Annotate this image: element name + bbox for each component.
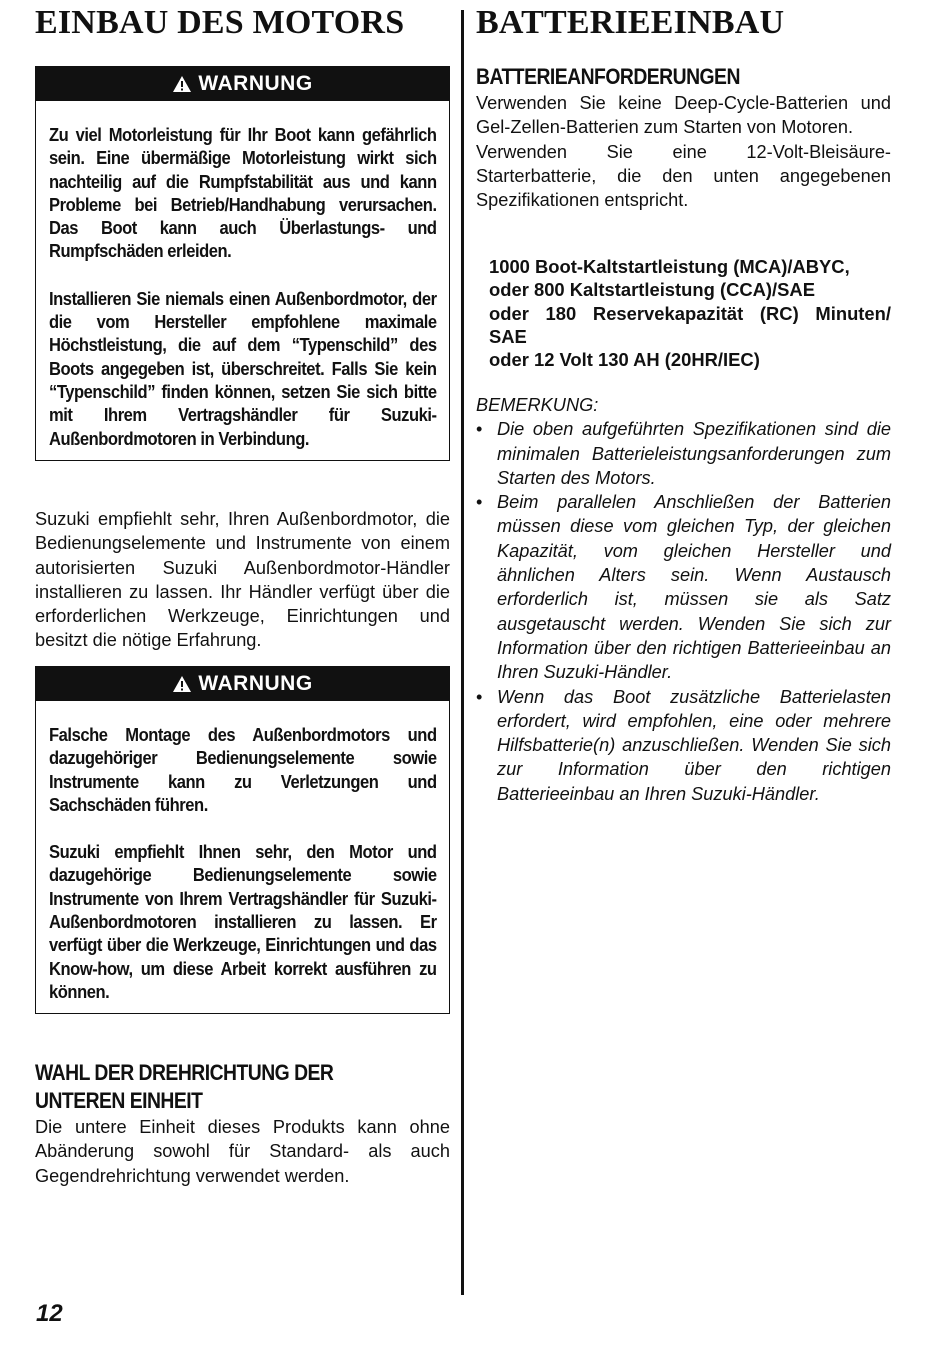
spec-line: SAE <box>489 325 527 347</box>
battery-paragraph: Verwenden Sie eine 12-Volt-Bleisäure-Starterbatterie, die den unten angegebenen Spezifikationen entspricht. <box>476 141 891 211</box>
note-item: • Beim parallelen Anschließen der Batterien müssen diese vom gleichen Typ, der gleichen Kapazität, vom gleichen Hersteller und ähnlichen Alters sein. Wenn Austausch erforderlich ist, müssen sie als Satz ausgetauscht werden. Wenden Sie sich zur Information über den richtigen Batterieeinbau an Ihren Suzuki-Händler. <box>476 492 891 683</box>
subsection-heading: BATTERIEANFORDERUNGEN <box>476 64 740 89</box>
warning-header <box>36 667 449 701</box>
warning-triangle-icon <box>172 675 192 693</box>
warning-paragraph: Installieren Sie niemals einen Außenbordmotor, der die vom Hersteller empfohlene maximale Höchstleistung, die auf dem “Typenschild” des Boots angegeben ist, überschreitet. Falls Sie kein “Typenschild” finden können, setzen Sie sich bitte mit Ihrem Vertragshändler für Suzuki-Außenbordmotoren in Verbindung. <box>49 287 437 449</box>
section-heading: UNTEREN EINHEIT <box>35 1088 203 1113</box>
battery-requirements <box>476 63 891 212</box>
spec-line: oder 12 Volt 130 AH (20HR/IEC) <box>489 349 760 371</box>
warning-box-installation <box>35 666 450 1014</box>
section-title-motor: EINBAU DES MOTORS <box>35 4 405 41</box>
warning-label: WARNUNG <box>198 72 313 95</box>
battery-spec <box>476 255 891 371</box>
bullet-icon: • <box>476 492 483 513</box>
bullet-icon: • <box>476 419 483 440</box>
bullet-icon: • <box>476 686 483 707</box>
installation-paragraph: Suzuki empfiehlt sehr, Ihren Außenbordmotor, die Bedienungselemente und Instrumente von einem autorisierten Suzuki Außenbordmotor-Händler installieren zu lassen. Ihr Händler verfügt über die erforderlichen Werkzeuge, Einrichtungen und besitzt die nötige Erfahrung. <box>35 509 450 651</box>
rotation-section <box>35 1059 450 1188</box>
note-item: • Wenn das Boot zusätzliche Batterielasten erfordert, wird empfohlen, eine oder mehrere Hilfsbatterie(n) anzuschließen. Wenden Sie sich zur Information über den richtigen Batterieeinbau an Ihren Suzuki-Händler. <box>476 686 891 804</box>
column-divider <box>461 10 464 1295</box>
battery-paragraph: Verwenden Sie keine Deep-Cycle-Batterien und Gel-Zellen-Batterien zum Starten von Motoren. <box>476 93 891 138</box>
warning-label: WARNUNG <box>198 672 313 695</box>
note-item: • Die oben aufgeführten Spezifikationen sind die minimalen Batterieleistungsanforderungen zum Starten des Motors. <box>476 419 891 488</box>
spec-line: 1000 Boot-Kaltstartleistung (MCA)/ABYC, <box>489 256 850 277</box>
rotation-paragraph: Die untere Einheit dieses Produkts kann ohne Abänderung sowohl für Standard- als auch Gegendrehrichtung verwendet werden. <box>35 1117 450 1186</box>
spec-line: oder 800 Kaltstartleistung (CCA)/SAE <box>489 279 815 301</box>
warning-paragraph: Falsche Montage des Außenbordmotors und dazugehöriger Bedienungselemente sowie Instrumente kann zu Verletzungen und Sachschäden führen. <box>49 724 437 815</box>
warning-header <box>36 67 449 101</box>
warning-paragraph: Suzuki empfiehlt Ihnen sehr, den Motor und dazugehörige Bedienungselemente sowie Instrumente von Ihrem Vertragshändler für Suzuki-Außenbordmotoren installieren zu lassen. Er verfügt über die Werkzeuge, Einrichtungen und das Know-how, um diese Arbeit korrekt ausführen zu können. <box>49 841 437 1002</box>
spec-line: oder 180 Reservekapazität (RC) Minuten/ <box>489 302 891 324</box>
warning-box-power <box>35 66 450 461</box>
note-block <box>476 393 891 806</box>
warning-paragraph: Zu viel Motorleistung für Ihr Boot kann gefährlich sein. Eine übermäßige Motorleistung wirkt sich nachteilig auf die Rumpfstabilität aus und kann Probleme bei Betrieb/Handhabung verursachen. Das Boot kann auch Überlastungs- und Rumpfschäden erleiden. <box>49 124 437 262</box>
page-number: 12 <box>36 1300 63 1327</box>
section-title-battery: BATTERIEEINBAU <box>476 4 785 41</box>
section-heading: WAHL DER DREHRICHTUNG DER <box>35 1060 334 1085</box>
warning-triangle-icon <box>172 75 192 93</box>
note-label: BEMERKUNG: <box>476 395 599 415</box>
